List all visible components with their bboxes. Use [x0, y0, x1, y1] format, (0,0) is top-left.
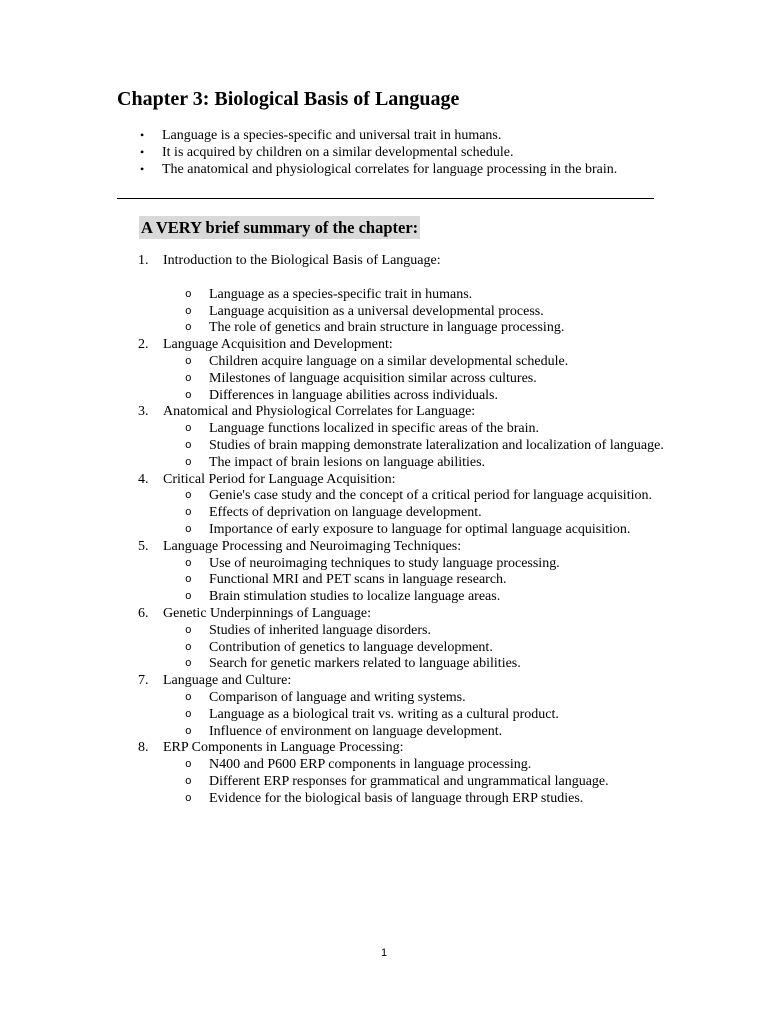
circle-bullet-icon: o: [185, 574, 192, 587]
section-sublist: [163, 623, 768, 673]
section-number: 1.: [138, 253, 149, 268]
circle-bullet-icon: o: [185, 355, 192, 368]
sub-item: [163, 421, 669, 438]
section-number: 5.: [138, 538, 149, 554]
sub-item: [163, 287, 669, 304]
intro-bullet-item: [140, 144, 640, 161]
sub-item-text: The impact of brain lesions on language abilities.: [209, 454, 486, 470]
circle-bullet-icon: o: [185, 624, 192, 637]
intro-bullet-text: It is acquired by children on a similar developmental schedule.: [162, 145, 514, 160]
section-title: Language Acquisition and Development:: [163, 337, 393, 353]
circle-bullet-icon: o: [185, 641, 192, 654]
sub-item-text: Language as a species-specific trait in humans.: [209, 286, 473, 302]
section-number: 6.: [138, 605, 149, 621]
circle-bullet-icon: o: [185, 759, 192, 772]
circle-bullet-icon: o: [185, 775, 192, 788]
sub-item: [163, 623, 669, 640]
section-sublist: [163, 287, 768, 337]
section-title: Anatomical and Physiological Correlates for Language:: [163, 404, 476, 420]
sub-item: [163, 791, 669, 808]
section-title: Language Processing and Neuroimaging Techniques:: [163, 538, 462, 554]
sub-item: [163, 556, 669, 573]
sub-item: [163, 522, 669, 539]
chapter-outline: [0, 253, 768, 808]
sub-item: [163, 707, 669, 724]
outline-section: [0, 539, 768, 606]
section-sublist: [163, 488, 768, 538]
circle-bullet-icon: o: [185, 691, 192, 704]
section-number: 8.: [138, 740, 149, 756]
circle-bullet-icon: o: [185, 423, 192, 436]
page-number: 1: [380, 947, 388, 959]
sub-item-text: Language as a biological trait vs. writing as a cultural product.: [209, 706, 559, 722]
sub-item-text: Contribution of genetics to language development.: [209, 639, 493, 655]
circle-bullet-icon: o: [185, 658, 192, 671]
circle-bullet-icon: o: [185, 439, 192, 452]
section-title: Genetic Underpinnings of Language:: [163, 605, 371, 621]
sub-item: [163, 505, 669, 522]
sub-item-text: Evidence for the biological basis of language through ERP studies.: [209, 790, 584, 806]
sub-item: [163, 774, 669, 791]
intro-bullet-list: [140, 127, 640, 178]
sub-item: [163, 724, 669, 741]
sub-item-text: N400 and P600 ERP components in language processing.: [209, 757, 532, 773]
section-sublist: [163, 556, 768, 606]
sub-item: [163, 589, 669, 606]
sub-item-text: Studies of brain mapping demonstrate lateralization and localization of language.: [209, 437, 664, 453]
section-sublist: [163, 421, 768, 471]
intro-bullet-item: [140, 161, 640, 178]
outline-section: [0, 740, 768, 807]
section-title: ERP Components in Language Processing:: [163, 740, 404, 756]
sub-item-text: The role of genetics and brain structure in language processing.: [209, 320, 565, 336]
section-number: 2.: [138, 337, 149, 353]
sub-item: [163, 304, 669, 321]
sub-item: [163, 656, 669, 673]
section-title: Language and Culture:: [163, 673, 292, 689]
circle-bullet-icon: o: [185, 523, 192, 536]
bullet-icon: •: [140, 145, 145, 159]
sub-item: [163, 572, 669, 589]
bullet-icon: •: [140, 162, 145, 176]
sub-item: [163, 757, 669, 774]
outline-section: [0, 606, 768, 673]
outline-section: [0, 472, 768, 539]
sub-item-text: Language functions localized in specific areas of the brain.: [209, 421, 540, 437]
circle-bullet-icon: o: [185, 725, 192, 738]
sub-item: [163, 438, 669, 455]
circle-bullet-icon: o: [185, 322, 192, 335]
section-sublist: [163, 354, 768, 404]
intro-bullet-item: [140, 127, 640, 144]
section-number: 4.: [138, 471, 149, 487]
sub-item-text: Influence of environment on language development.: [209, 723, 503, 739]
circle-bullet-icon: o: [185, 591, 192, 604]
section-number: 3.: [138, 404, 149, 420]
outline-section: [0, 253, 768, 337]
sub-item: [163, 354, 669, 371]
sub-item: [163, 640, 669, 657]
circle-bullet-icon: o: [185, 288, 192, 301]
sub-item-text: Brain stimulation studies to localize language areas.: [209, 589, 501, 605]
sub-item: [163, 690, 669, 707]
outline-section: [0, 673, 768, 740]
section-title: Introduction to the Biological Basis of Language:: [163, 253, 441, 268]
circle-bullet-icon: o: [185, 557, 192, 570]
sub-item-text: Different ERP responses for grammatical and ungrammatical language.: [209, 773, 609, 789]
intro-bullet-text: The anatomical and physiological correlates for language processing in the brain.: [162, 162, 618, 177]
sub-item-text: Search for genetic markers related to language abilities.: [209, 656, 521, 672]
section-sublist: [163, 690, 768, 740]
sub-item-text: Children acquire language on a similar developmental schedule.: [209, 353, 569, 369]
sub-item-text: Differences in language abilities across individuals.: [209, 387, 498, 403]
circle-bullet-icon: o: [185, 372, 192, 385]
section-title: Critical Period for Language Acquisition:: [163, 471, 396, 487]
sub-item: [163, 488, 669, 505]
circle-bullet-icon: o: [185, 507, 192, 520]
sub-item-text: Genie's case study and the concept of a critical period for language acquisition.: [209, 488, 652, 504]
sub-item-text: Importance of early exposure to language for optimal language acquisition.: [209, 521, 631, 537]
circle-bullet-icon: o: [185, 792, 192, 805]
sub-item-text: Studies of inherited language disorders.: [209, 622, 432, 638]
sub-item: [163, 455, 669, 472]
sub-item-text: Language acquisition as a universal developmental process.: [209, 303, 544, 319]
outline-section: [0, 337, 768, 404]
circle-bullet-icon: o: [185, 389, 192, 402]
summary-heading: A VERY brief summary of the chapter:: [141, 218, 419, 237]
section-number: 7.: [138, 673, 149, 689]
circle-bullet-icon: o: [185, 490, 192, 503]
section-sublist: [163, 757, 768, 807]
sub-item: [163, 371, 669, 388]
chapter-title: Chapter 3: Biological Basis of Language: [117, 88, 460, 110]
circle-bullet-icon: o: [185, 456, 192, 469]
circle-bullet-icon: o: [185, 708, 192, 721]
sub-item: [163, 388, 669, 405]
circle-bullet-icon: o: [185, 305, 192, 318]
sub-item-text: Functional MRI and PET scans in language research.: [209, 572, 507, 588]
intro-bullet-text: Language is a species-specific and universal trait in humans.: [162, 128, 502, 143]
outline-section: [0, 404, 768, 471]
sub-item-text: Milestones of language acquisition similar across cultures.: [209, 370, 537, 386]
bullet-icon: •: [140, 128, 145, 142]
sub-item: [163, 320, 669, 337]
sub-item-text: Use of neuroimaging techniques to study language processing.: [209, 555, 560, 571]
horizontal-divider: [117, 198, 654, 199]
sub-item-text: Comparison of language and writing systems.: [209, 689, 466, 705]
sub-item-text: Effects of deprivation on language development.: [209, 505, 482, 521]
